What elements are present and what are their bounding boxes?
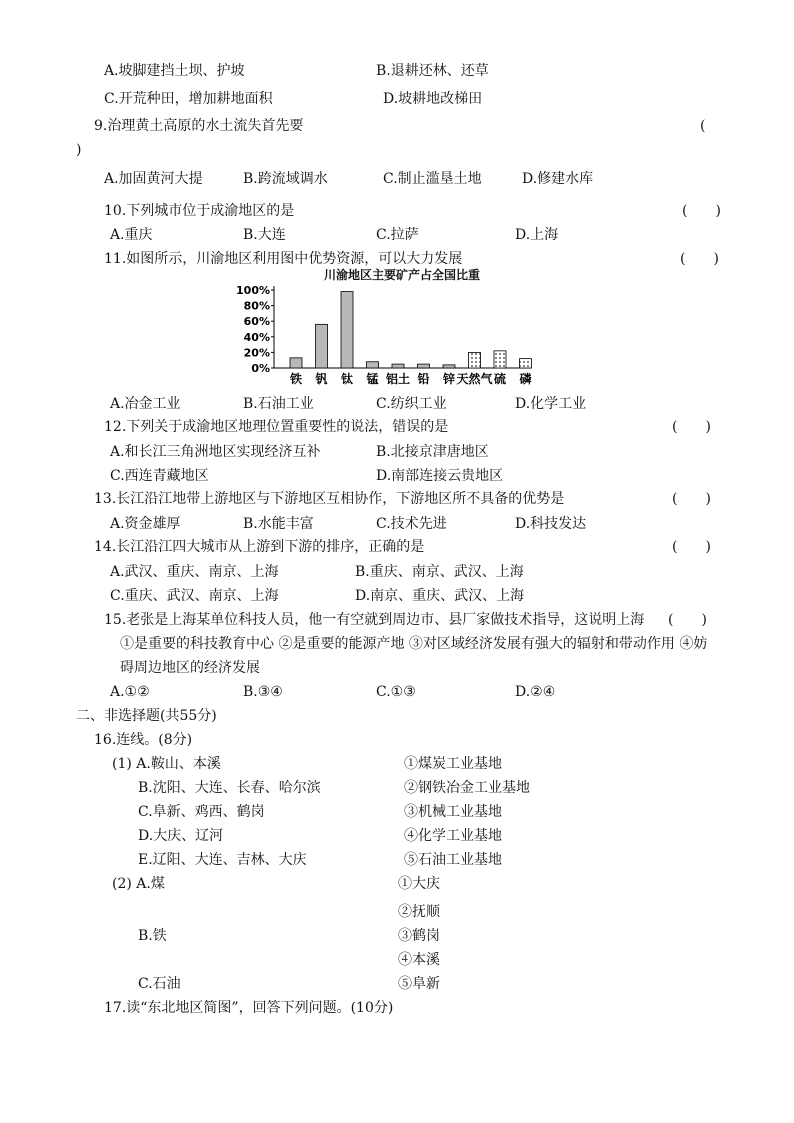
q16-1-right-1: ①煤炭工业基地 <box>404 756 502 772</box>
q13-option-c: C.技术先进 <box>376 516 447 532</box>
q10-stem: 10.下列城市位于成渝地区的是 <box>104 203 295 219</box>
q10-option-c: C.拉萨 <box>376 227 419 243</box>
q8-option-a: A.坡脚建挡土坝、护坡 <box>104 63 245 79</box>
x-tick-label: 天然气 <box>456 372 493 386</box>
q12-answer-paren: ( ) <box>672 419 711 435</box>
x-tick-label: 钛 <box>340 372 354 386</box>
q9-option-c: C.制止滥垦土地 <box>383 171 482 187</box>
q13-answer-paren: ( ) <box>672 491 711 507</box>
q9-option-a: A.加固黄河大提 <box>104 171 203 187</box>
q15-option-b: B.③④ <box>243 684 283 700</box>
q16-2-right-5: ⑤阜新 <box>398 976 440 992</box>
q16-1-right-5: ⑤石油工业基地 <box>404 852 502 868</box>
q12-option-b: B.北接京津唐地区 <box>376 444 489 460</box>
q14-option-a: A.武汉、重庆、南京、上海 <box>110 564 279 580</box>
x-tick-label: 铁 <box>289 372 303 386</box>
section-2-heading: 二、非选择题(共55分) <box>76 708 217 724</box>
q16-1-item-d: D.大庆、辽河 <box>138 828 224 844</box>
x-tick-label: 磷 <box>519 372 532 386</box>
q11-option-c: C.纺织工业 <box>376 396 447 412</box>
x-tick-label: 铅 <box>417 372 430 386</box>
x-tick-label: 铝土 <box>385 372 411 386</box>
q13-option-a: A.资金雄厚 <box>110 516 181 532</box>
y-tick-label: 0% <box>251 362 270 375</box>
q15-option-c: C.①③ <box>376 684 416 700</box>
q16-1-right-2: ②钢铁冶金工业基地 <box>404 780 530 796</box>
q14-stem: 14.长江沿江四大城市从上游到下游的排序，正确的是 <box>94 539 425 555</box>
bar-天然气 <box>469 352 481 368</box>
q10-option-d: D.上海 <box>515 227 559 243</box>
q15-option-a: A.①② <box>110 684 150 700</box>
q14-option-d: D.南京、重庆、武汉、上海 <box>355 588 525 604</box>
q9-stem: 9.治理黄土高原的水土流失首先要 <box>94 118 304 134</box>
q13-option-b: B.水能丰富 <box>243 516 314 532</box>
q16-2-item-b: B.铁 <box>138 928 167 944</box>
q10-option-b: B.大连 <box>243 227 286 243</box>
q10-option-a: A.重庆 <box>110 227 153 243</box>
q8-option-d: D.坡耕地改梯田 <box>383 91 483 107</box>
bar-铝土 <box>392 364 404 368</box>
q12-option-d: D.南部连接云贵地区 <box>376 468 504 484</box>
q13-option-d: D.科技发达 <box>515 516 587 532</box>
bar-钛 <box>341 292 353 368</box>
y-tick-label: 100% <box>236 284 270 297</box>
q16-2-right-3: ③鹤岗 <box>398 928 440 944</box>
q16-2-item-a: (2) A.煤 <box>112 876 165 892</box>
bar-铁 <box>290 358 302 368</box>
q14-option-c: C.重庆、武汉、南京、上海 <box>110 588 279 604</box>
q11-option-a: A.冶金工业 <box>110 396 181 412</box>
q16-1-right-4: ④化学工业基地 <box>404 828 502 844</box>
bar-硫 <box>494 351 506 368</box>
q15-answer-paren: ( ) <box>668 612 707 628</box>
bar-铅 <box>418 364 430 368</box>
bar-锰 <box>367 362 379 368</box>
q9-paren-open: ( <box>700 118 706 134</box>
y-tick-label: 40% <box>243 330 270 344</box>
q11-option-d: D.化学工业 <box>515 396 587 412</box>
q10-answer-paren: ( ) <box>682 203 721 219</box>
q12-option-a: A.和长江三角洲地区实现经济互补 <box>110 444 321 460</box>
q16-2-right-4: ④本溪 <box>398 952 440 968</box>
x-tick-label: 硫 <box>493 372 507 386</box>
q11-answer-paren: ( ) <box>680 251 719 267</box>
q14-answer-paren: ( ) <box>672 539 711 555</box>
q16-1-item-a: (1) A.鞍山、本溪 <box>112 756 221 772</box>
chart-title: 川渝地区主要矿产占全国比重 <box>324 268 481 282</box>
q15-statements-line1: ①是重要的科技教育中心 ②是重要的能源产地 ③对区域经济发展有强大的辐射和带动作用 ④妨 <box>120 636 708 652</box>
q16-1-item-b: B.沈阳、大连、长春、哈尔滨 <box>138 780 321 796</box>
q16-2-item-c: C.石油 <box>138 976 181 992</box>
q15-stem: 15.老张是上海某单位科技人员，他一有空就到周边市、县厂家做技术指导，这说明上海 <box>104 612 645 628</box>
q9-option-b: B.跨流域调水 <box>243 171 328 187</box>
q9-option-d: D.修建水库 <box>522 171 594 187</box>
x-tick-label: 锌 <box>442 372 456 386</box>
q15-option-d: D.②④ <box>515 684 556 700</box>
q13-stem: 13.长江沿江地带上游地区与下游地区互相协作，下游地区所不具备的优势是 <box>94 491 565 507</box>
q8-option-b: B.退耕还林、还草 <box>376 63 489 79</box>
q15-statements-line2: 碍周边地区的经济发展 <box>120 660 260 676</box>
q12-stem: 12.下列关于成渝地区地理位置重要性的说法，错误的是 <box>104 419 449 435</box>
y-tick-label: 60% <box>243 315 270 329</box>
mineral-bar-chart <box>230 280 570 390</box>
q16-1-item-e: E.辽阳、大连、吉林、大庆 <box>138 852 307 868</box>
q14-option-b: B.重庆、南京、武汉、上海 <box>355 564 524 580</box>
q16-2-right-2: ②抚顺 <box>398 904 440 920</box>
x-tick-label: 钒 <box>315 372 328 386</box>
bar-锌 <box>443 365 455 368</box>
q9-paren-close: ) <box>76 142 82 158</box>
y-tick-label: 80% <box>243 299 270 313</box>
q12-option-c: C.西连青藏地区 <box>110 468 209 484</box>
y-tick-label: 20% <box>243 346 270 360</box>
q11-stem: 11.如图所示，川渝地区利用图中优势资源，可以大力发展 <box>104 251 463 267</box>
q16-stem: 16.连线。(8分) <box>94 732 193 748</box>
q8-option-c: C.开荒种田，增加耕地面积 <box>104 91 273 107</box>
q16-2-right-1: ①大庆 <box>398 876 440 892</box>
q17-stem: 17.读“东北地区简图”，回答下列问题。(10分) <box>104 1000 394 1016</box>
bar-钒 <box>316 324 328 368</box>
x-tick-label: 锰 <box>366 372 379 386</box>
bar-磷 <box>520 359 532 368</box>
q16-1-item-c: C.阜新、鸡西、鹤岗 <box>138 804 265 820</box>
q16-1-right-3: ③机械工业基地 <box>404 804 502 820</box>
q11-option-b: B.石油工业 <box>243 396 314 412</box>
